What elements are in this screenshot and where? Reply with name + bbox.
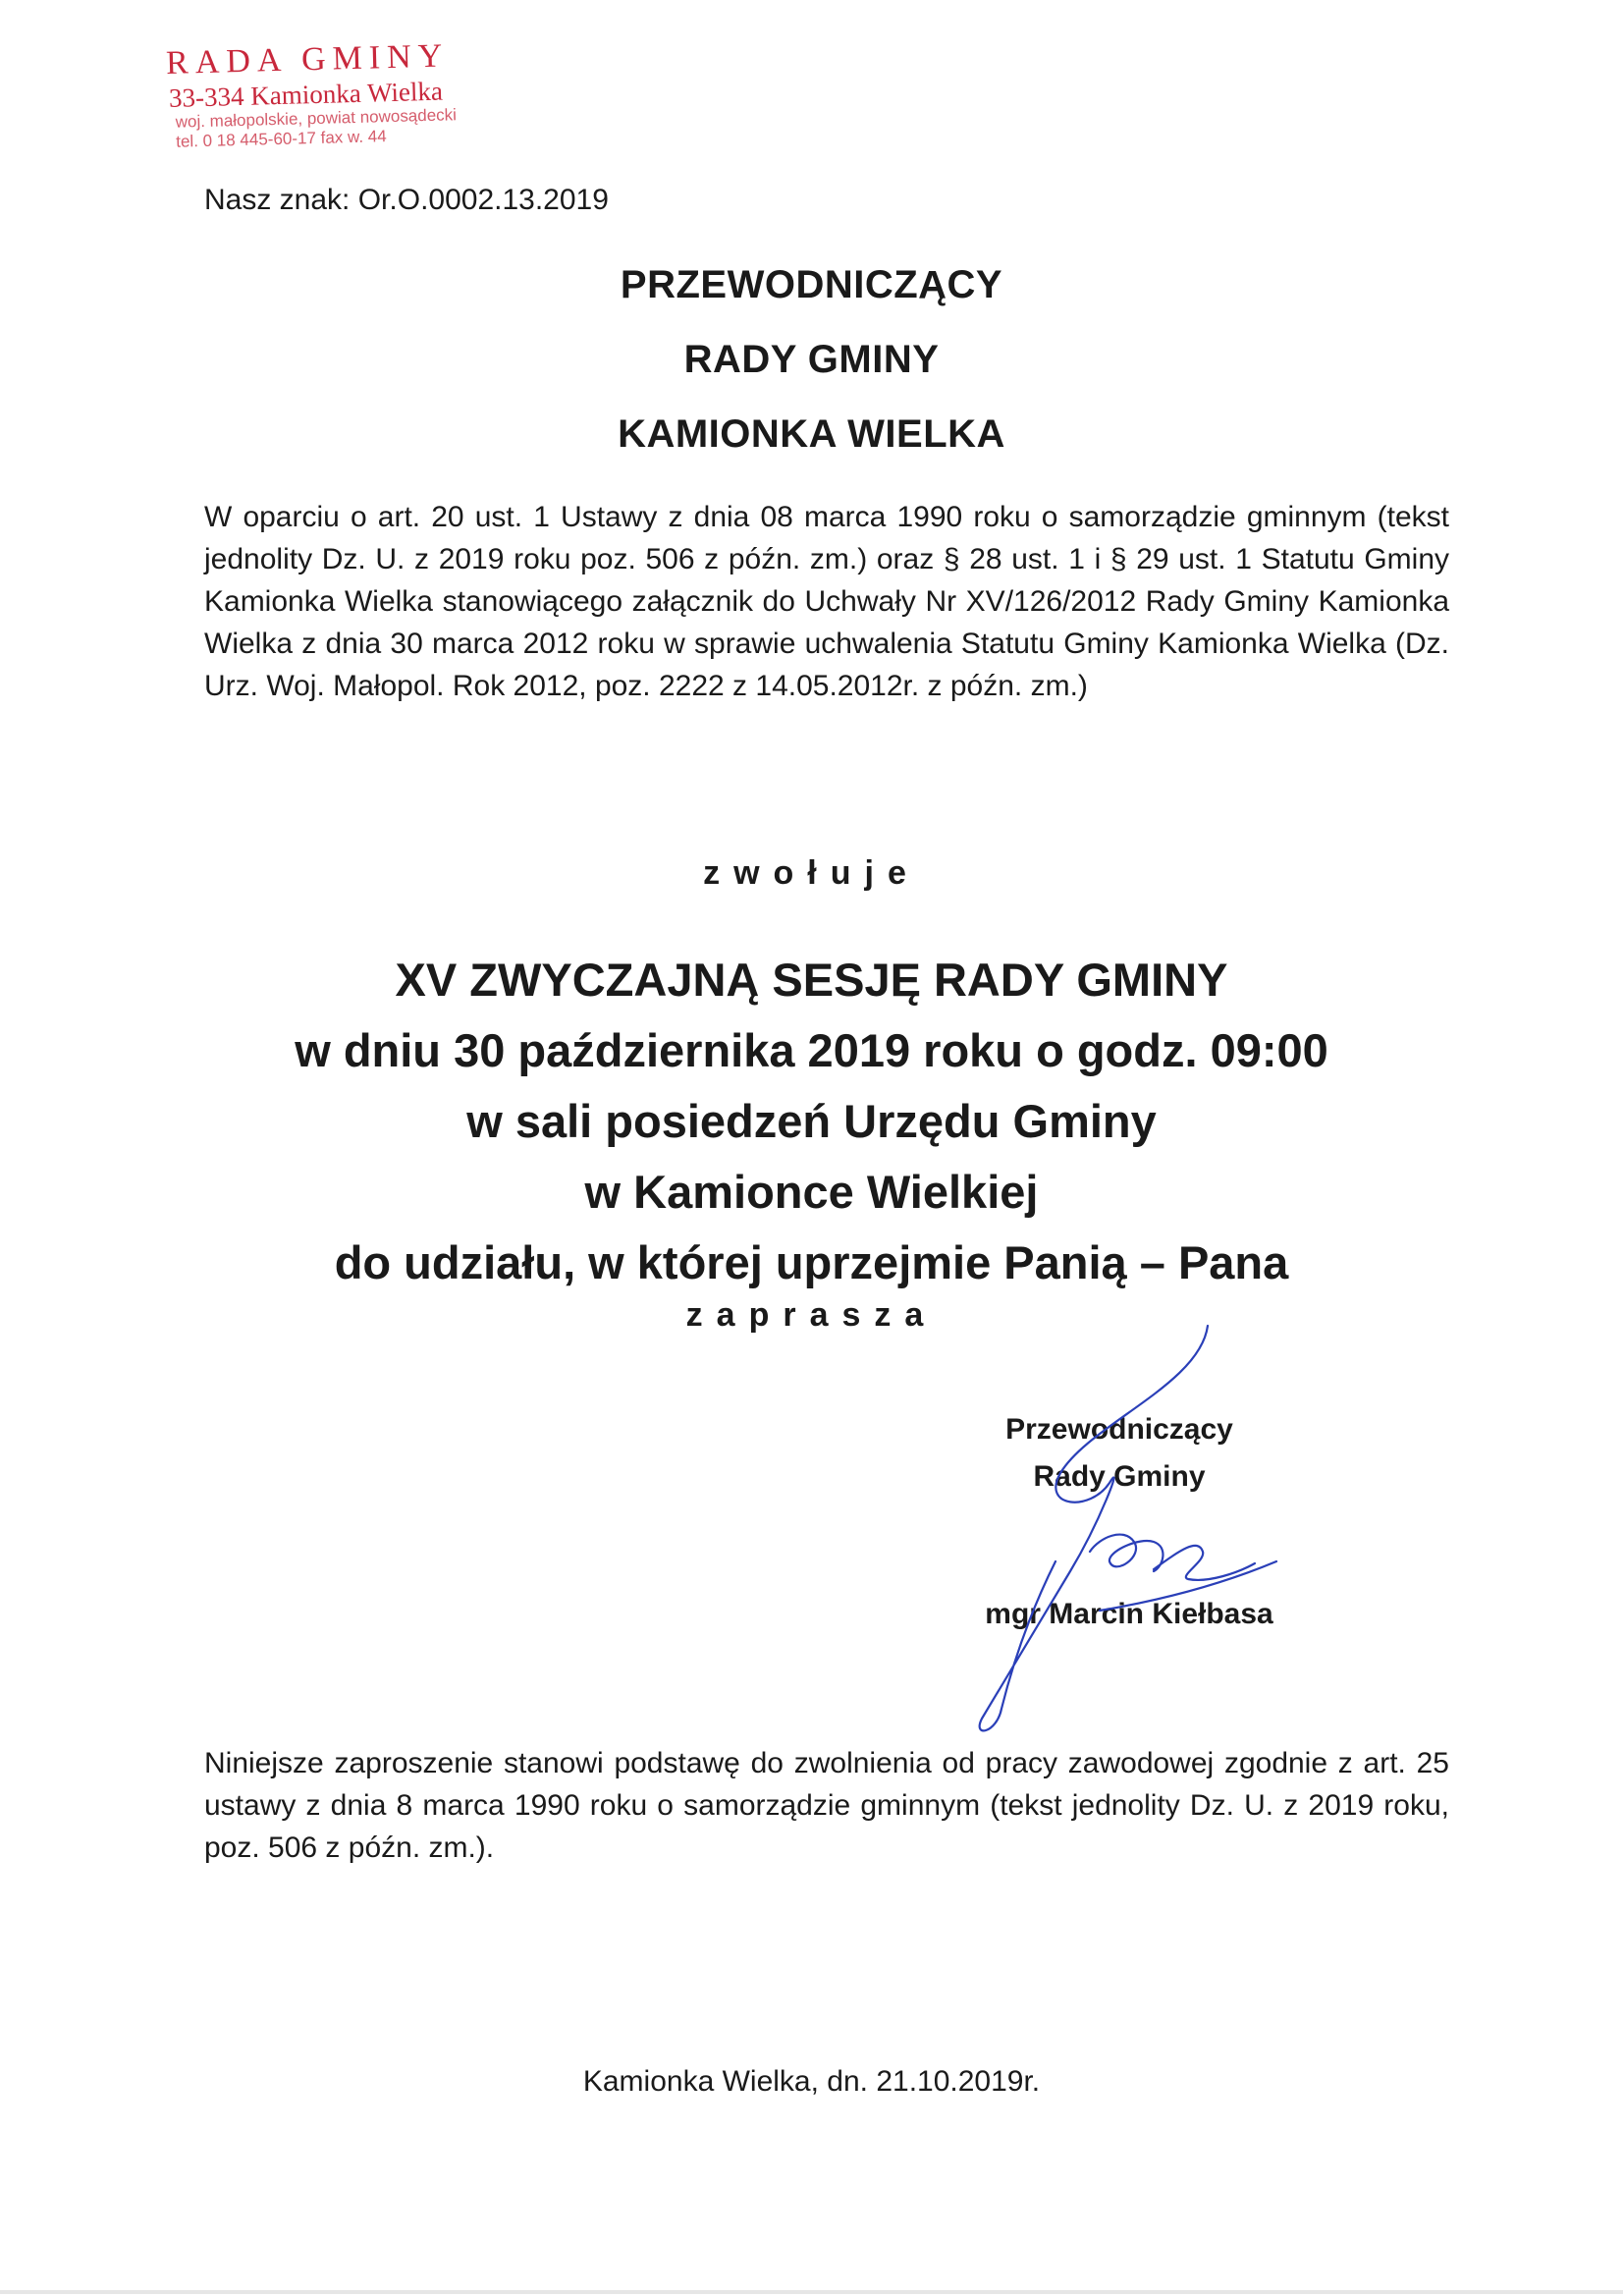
- convenes-word: zwołuje: [703, 854, 920, 892]
- session-line-3: w sali posiedzeń Urzędu Gminy: [466, 1095, 1157, 1147]
- invites-word: zaprasza: [685, 1296, 938, 1334]
- signatory-title-line-1: Przewodniczący: [1005, 1413, 1233, 1446]
- stamp-line-4: tel. 0 18 445-60-17 fax w. 44: [175, 127, 387, 151]
- page-heading: [0, 247, 1623, 471]
- stamp-line-3: woj. małopolskie, powiat nowosądecki: [175, 105, 458, 132]
- exemption-note: Niniejsze zaproszenie stanowi podstawę do zwolnienia od pracy zawodowej zgodnie z art. 25 ustawy z dnia 8 marca 1990 roku o samorządzie gminnym (tekst jednolity Dz. U. z 2019 roku, poz. 506 z późn. zm.).: [204, 1747, 1449, 1864]
- heading-line-2: RADY GMINY: [683, 338, 940, 381]
- heading-line-1: PRZEWODNICZĄCY: [620, 263, 1003, 306]
- heading-line-3: KAMIONKA WIELKA: [618, 412, 1005, 456]
- place-and-date: Kamionka Wielka, dn. 21.10.2019r.: [582, 2065, 1041, 2098]
- signatory-name: mgr Marcin Kiełbasa: [985, 1598, 1273, 1630]
- handwritten-signature: [943, 1316, 1296, 1738]
- council-stamp: [166, 34, 542, 152]
- stamp-line-1: RADA GMINY: [165, 37, 450, 82]
- session-line-1: XV ZWYCZAJNĄ SESJĘ RADY GMINY: [395, 954, 1228, 1006]
- legal-basis-paragraph: W oparciu o art. 20 ust. 1 Ustawy z dnia 08 marca 1990 roku o samorządzie gminnym (tekst jednolity Dz. U. z 2019 roku poz. 506 z późn. zm.) oraz § 28 ust. 1 i § 29 ust. 1 Statutu Gminy Kamionka Wielka stanowiącego załącznik do Uchwały Nr XV/126/2012 Rady Gminy Kamionka Wielka z dnia 30 marca 2012 roku w sprawie uchwalenia Statutu Gminy Kamionka Wielka (Dz. Urz. Woj. Małopol. Rok 2012, poz. 2222 z 14.05.2012r. z późn. zm.): [204, 501, 1449, 702]
- session-announcement: [0, 945, 1623, 1298]
- stamp-line-2: 33-334 Kamionka Wielka: [168, 76, 444, 113]
- session-line-4: w Kamionce Wielkiej: [584, 1166, 1039, 1218]
- session-line-2: w dniu 30 października 2019 roku o godz. 09:00: [295, 1024, 1328, 1076]
- reference-number: Nasz znak: Or.O.0002.13.2019: [204, 184, 609, 216]
- session-line-5: do udziału, w której uprzejmie Panią – Pana: [334, 1236, 1289, 1288]
- signatory-title-line-2: Rady Gminy: [1033, 1460, 1206, 1493]
- scan-edge: [0, 2290, 1623, 2294]
